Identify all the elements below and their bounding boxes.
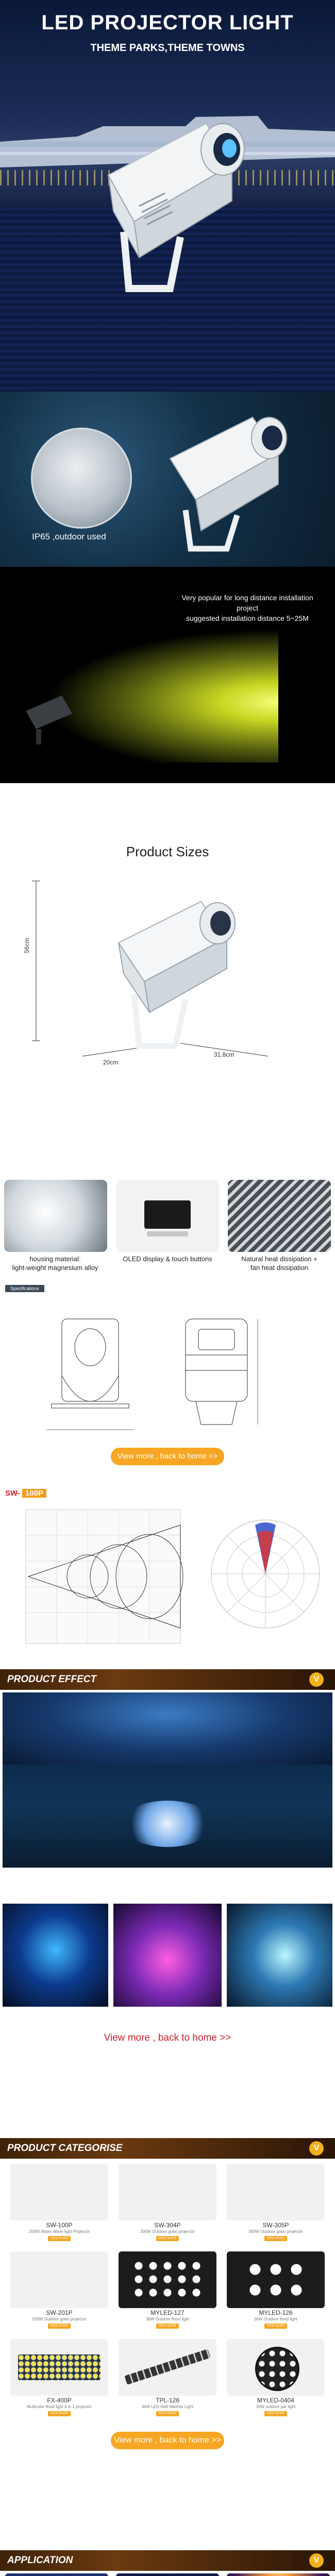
product-card-button[interactable]: VIEW MORE xyxy=(264,2324,287,2329)
led-array-graphic xyxy=(245,2259,307,2300)
sizes-heading: Product Sizes xyxy=(126,844,209,859)
heat-sink-image xyxy=(228,1180,331,1252)
product-card-button[interactable]: VIEW MORE xyxy=(264,2236,287,2241)
product-card-desc: 200W Outdoor gobo projector xyxy=(32,2317,87,2321)
view-more-button[interactable]: View more , back to home >> xyxy=(111,2432,224,2449)
model-prefix: SW- xyxy=(5,1489,20,1498)
oled-screen xyxy=(144,1200,191,1229)
product-card-image[interactable] xyxy=(227,2339,325,2396)
product-card-button[interactable]: VIEW MORE xyxy=(48,2324,71,2329)
ip65-label: IP65 ,outdoor used xyxy=(32,532,106,541)
product-card-button[interactable]: VIEW MORE xyxy=(156,2236,179,2241)
housing-material-image xyxy=(4,1180,107,1252)
view-more-button[interactable]: View more , back to home >> xyxy=(111,1448,224,1465)
product-card-button[interactable]: VIEW MORE xyxy=(48,2236,71,2241)
led-bar-graphic xyxy=(18,2354,100,2380)
product-card-image[interactable] xyxy=(227,2251,325,2308)
product-card-button[interactable]: VIEW MORE xyxy=(156,2324,179,2329)
effect-courtyard-image xyxy=(3,1765,332,1868)
feature-caption-line: OLED display & touch buttons xyxy=(123,1255,212,1263)
product-card-name[interactable]: MYLED-126 xyxy=(259,2309,293,2316)
banner-title: PRODUCT CATEGORISE xyxy=(7,2143,123,2154)
polar-beam-chart xyxy=(206,1515,325,1633)
height-dimension: 56cm xyxy=(23,938,30,953)
feature-caption-line: fan heat dissipation xyxy=(250,1264,309,1272)
view-more-link[interactable]: View more , back to home >> xyxy=(104,2032,231,2043)
product-card-name[interactable]: FX-400P xyxy=(47,2397,72,2404)
product-categorise-section xyxy=(0,2159,335,2550)
product-card-name[interactable]: MYLED-0404 xyxy=(257,2397,295,2404)
product-card-desc: Multicolor flood light 4 in 1 projector xyxy=(27,2404,92,2409)
product-card-image[interactable] xyxy=(10,2164,108,2221)
product-card-button[interactable]: VIEW MORE xyxy=(48,2411,71,2416)
model-tag xyxy=(5,1489,46,1498)
specifications-tag: Specifications xyxy=(5,1285,44,1292)
banner-title: APPLICATION xyxy=(7,2555,73,2566)
product-card-image[interactable] xyxy=(119,2251,216,2308)
product-card-name[interactable]: SW-304P xyxy=(154,2222,181,2229)
technical-drawings-section xyxy=(0,1283,335,1479)
product-card-desc: 36W LED Wall Washer Light xyxy=(141,2404,194,2409)
led-array-graphic xyxy=(131,2259,204,2300)
effect-blue-wall-image xyxy=(3,1904,108,2007)
page-subtitle: THEME PARKS,THEME TOWNS xyxy=(90,42,245,54)
projector-silhouette xyxy=(21,685,82,747)
product-card-desc: 36W outdoor par light xyxy=(256,2404,296,2409)
touch-buttons xyxy=(147,1231,188,1236)
depth-dimension: 31.8cm xyxy=(214,1051,234,1058)
application-section xyxy=(0,2573,335,2576)
product-card-desc: 36W Outdoor flood light xyxy=(254,2317,298,2321)
product-card-desc: 300W Outdoor gobo projector xyxy=(140,2229,195,2234)
caption-line-2: suggested installation distance 5~25M xyxy=(186,614,309,622)
product-card-desc: 300W Outdoor gobo projector xyxy=(248,2229,303,2234)
product-card-image[interactable] xyxy=(227,2164,325,2221)
feature-caption-line: Natural heat dissipation + xyxy=(241,1255,317,1263)
application-park-image[interactable] xyxy=(116,2573,219,2576)
feature-caption-line: light-weight magnesium alloy xyxy=(12,1264,98,1272)
caption-line-1: Very popular for long distance installation project xyxy=(181,594,313,612)
product-card-image[interactable] xyxy=(119,2164,216,2221)
product-card-button[interactable]: VIEW MORE xyxy=(264,2411,287,2416)
product-card-desc: 36W Outdoor flood light xyxy=(145,2317,190,2321)
effect-purple-room-image xyxy=(113,1904,222,2007)
par-light-graphic xyxy=(255,2347,299,2391)
housing-closeup-image xyxy=(31,428,132,529)
product-card-button[interactable]: VIEW MORE xyxy=(156,2411,179,2416)
width-dimension: 20cm xyxy=(103,1059,119,1066)
brand-logo: V xyxy=(309,2141,324,2156)
effect-water-ceiling-image xyxy=(3,1692,332,1765)
beam-angle-section xyxy=(0,1479,335,1669)
hero-section xyxy=(0,0,335,392)
feature-caption-line: housing material: xyxy=(29,1255,81,1263)
projector-image xyxy=(77,103,263,299)
technical-drawing xyxy=(31,1298,304,1437)
feature-caption-heat xyxy=(225,1255,333,1272)
product-card-name[interactable]: TPL-126 xyxy=(155,2397,180,2404)
feature-caption-oled xyxy=(113,1255,222,1263)
product-sizes-section xyxy=(0,783,335,1175)
long-distance-caption xyxy=(170,592,325,623)
brand-logo: V xyxy=(309,1672,324,1687)
brand-logo: V xyxy=(309,2553,324,2568)
features-section xyxy=(0,1175,335,1283)
sizes-projector-image xyxy=(108,881,242,1051)
effect-statue-glow xyxy=(121,1801,214,1847)
projector-outdoor-image xyxy=(155,402,309,556)
model-number: 100P xyxy=(22,1489,46,1498)
page-title: LED PROJECTOR LIGHT xyxy=(41,11,294,34)
product-card-image[interactable] xyxy=(119,2339,216,2396)
ip65-section xyxy=(0,392,335,567)
beam-distance-chart xyxy=(5,1504,191,1654)
product-card-desc: 200W Water Wave light Projector xyxy=(29,2229,90,2234)
product-card-name[interactable]: SW-305P xyxy=(262,2222,289,2229)
effect-floor-pattern-image xyxy=(227,1904,332,2007)
product-card-name[interactable]: SW-201P xyxy=(46,2309,73,2316)
product-effect-section xyxy=(0,1692,335,2136)
product-card-name[interactable]: SW-100P xyxy=(46,2222,73,2229)
product-card-image[interactable] xyxy=(10,2251,108,2308)
long-distance-section xyxy=(0,567,335,783)
product-categorise-banner xyxy=(0,2138,335,2159)
application-banner xyxy=(0,2550,335,2571)
product-card-name[interactable]: MYLED-127 xyxy=(150,2309,185,2316)
wall-washer-graphic xyxy=(124,2349,210,2385)
application-stage-image[interactable] xyxy=(227,2573,330,2576)
oled-display-image xyxy=(116,1180,219,1252)
product-effect-banner xyxy=(0,1669,335,1690)
product-card-image[interactable] xyxy=(10,2339,108,2396)
application-hotel-image[interactable] xyxy=(5,2573,108,2576)
banner-title: PRODUCT EFFECT xyxy=(7,1674,97,1685)
feature-caption-housing xyxy=(1,1255,109,1272)
